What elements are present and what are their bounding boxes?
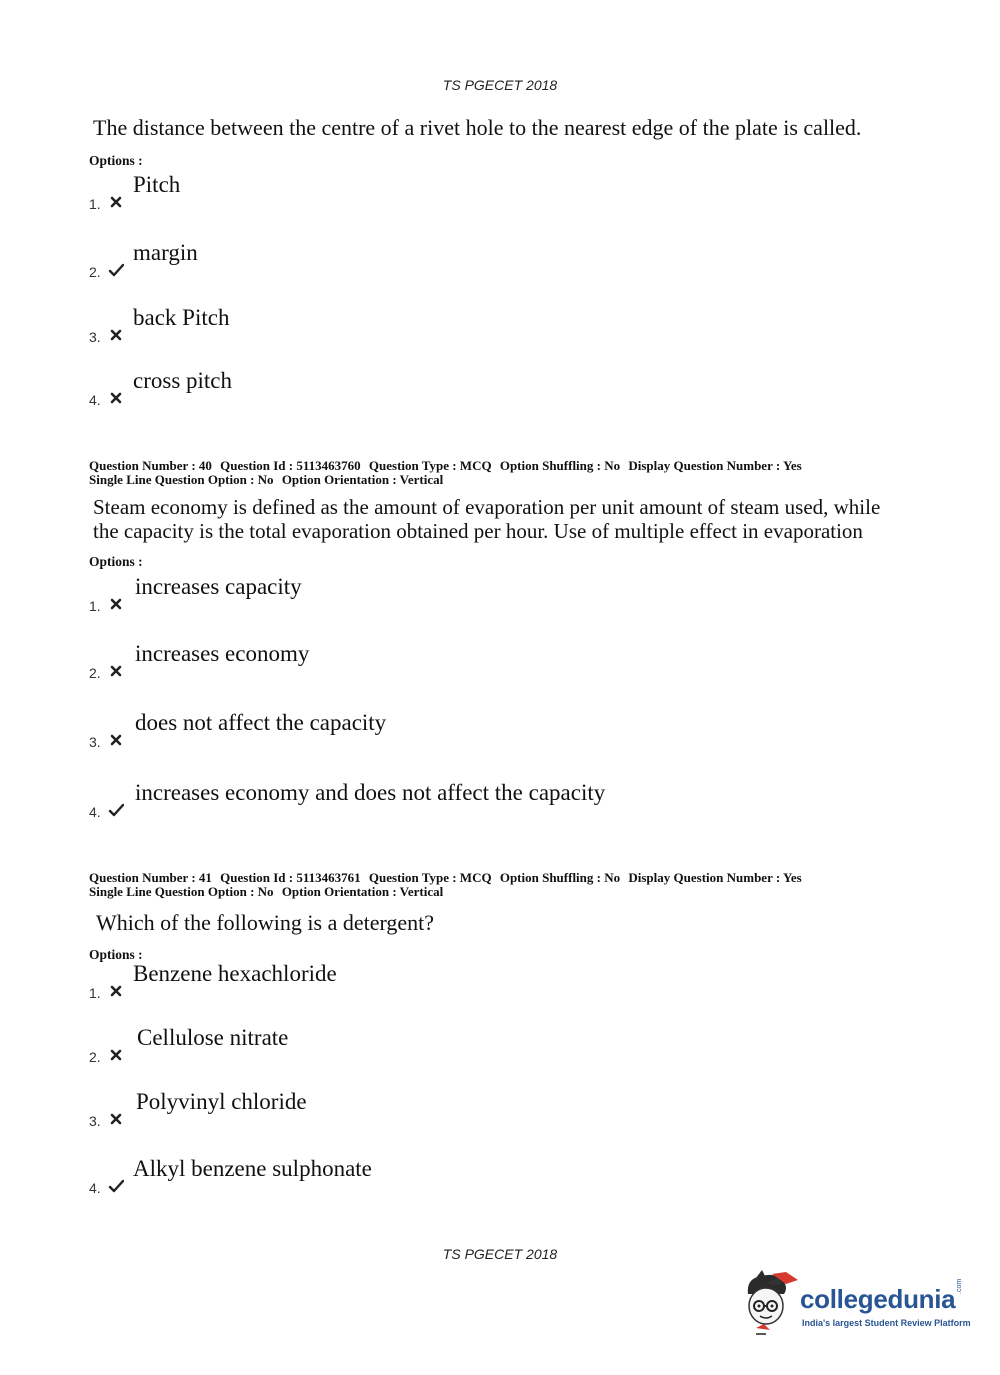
meta-field: Option Orientation : Vertical [281, 884, 444, 899]
meta-field: Question Number : 41 [89, 870, 212, 885]
option-number: 1. [89, 598, 101, 614]
meta-field: Option Orientation : Vertical [281, 472, 444, 487]
cross-icon [108, 390, 124, 406]
option-number: 1. [89, 196, 101, 212]
options-label: Options : [89, 554, 143, 569]
meta-field: Display Question Number : Yes [628, 870, 802, 885]
question-text: The distance between the centre of a rivet hole to the nearest edge of the plate is called. [93, 115, 862, 140]
cross-icon [108, 327, 124, 343]
option-item [89, 780, 889, 820]
cross-icon [108, 1111, 124, 1127]
option-item [89, 1025, 889, 1065]
option-text: increases economy and does not affect the capacity [135, 780, 606, 805]
option-text: Pitch [133, 172, 181, 197]
option-item [89, 305, 889, 345]
check-icon [108, 802, 124, 818]
meta-field: Question Number : 40 [89, 458, 212, 473]
check-icon [108, 1178, 124, 1194]
option-text: Polyvinyl chloride [136, 1089, 307, 1114]
meta-field: Single Line Question Option : No [89, 472, 274, 487]
cross-icon [108, 1047, 124, 1063]
option-item [89, 574, 889, 614]
option-item [89, 1089, 889, 1129]
option-item [89, 368, 889, 408]
question-meta [89, 459, 949, 487]
option-number: 2. [89, 1049, 101, 1065]
meta-field: Question Id : 5113463760 [220, 458, 361, 473]
question-text: Which of the following is a detergent? [96, 910, 435, 935]
option-text: margin [133, 240, 198, 265]
question-text: Steam economy is defined as the amount of evaporation per unit amount of steam used, while the capacity is the total evaporation obtained per hour. Use of multiple effect in evaporation [93, 495, 881, 543]
option-item [89, 710, 889, 750]
option-item [89, 961, 889, 1001]
option-number: 4. [89, 804, 101, 820]
option-number: 2. [89, 665, 101, 681]
option-number: 3. [89, 1113, 101, 1129]
logo-tagline: India's largest Student Review Platform [802, 1318, 971, 1328]
options-label: Options : [89, 153, 143, 168]
option-number: 4. [89, 392, 101, 408]
option-item [89, 172, 889, 212]
option-text: Cellulose nitrate [137, 1025, 289, 1050]
page-header: TS PGECET 2018 [442, 77, 558, 93]
option-number: 4. [89, 1180, 101, 1196]
question-meta [89, 871, 949, 899]
option-text: cross pitch [133, 368, 233, 393]
option-text: Alkyl benzene sulphonate [133, 1156, 372, 1181]
meta-field: Question Type : MCQ [368, 870, 492, 885]
option-item [89, 240, 889, 280]
meta-field: Question Type : MCQ [368, 458, 492, 473]
collegedunia-logo [742, 1268, 972, 1338]
meta-field: Question Id : 5113463761 [220, 870, 361, 885]
cross-icon [108, 732, 124, 748]
meta-field: Option Shuffling : No [499, 458, 621, 473]
cross-icon [108, 983, 124, 999]
meta-field: Display Question Number : Yes [628, 458, 802, 473]
logo-brand: collegedunia [800, 1284, 956, 1314]
option-number: 3. [89, 734, 101, 750]
option-text: Benzene hexachloride [133, 961, 337, 986]
option-number: 2. [89, 264, 101, 280]
cross-icon [108, 194, 124, 210]
meta-field: Option Shuffling : No [499, 870, 621, 885]
page-footer: TS PGECET 2018 [442, 1246, 558, 1262]
option-text: back Pitch [133, 305, 230, 330]
logo-suffix: .com [956, 1278, 963, 1294]
option-text: increases capacity [135, 574, 302, 599]
option-text: does not affect the capacity [135, 710, 387, 735]
mascot-icon [742, 1270, 802, 1336]
option-number: 1. [89, 985, 101, 1001]
check-icon [108, 262, 124, 278]
option-number: 3. [89, 329, 101, 345]
option-item [89, 1156, 889, 1196]
option-item [89, 641, 889, 681]
cross-icon [108, 663, 124, 679]
meta-field: Single Line Question Option : No [89, 884, 274, 899]
option-text: increases economy [135, 641, 310, 666]
cross-icon [108, 596, 124, 612]
options-label: Options : [89, 947, 143, 962]
